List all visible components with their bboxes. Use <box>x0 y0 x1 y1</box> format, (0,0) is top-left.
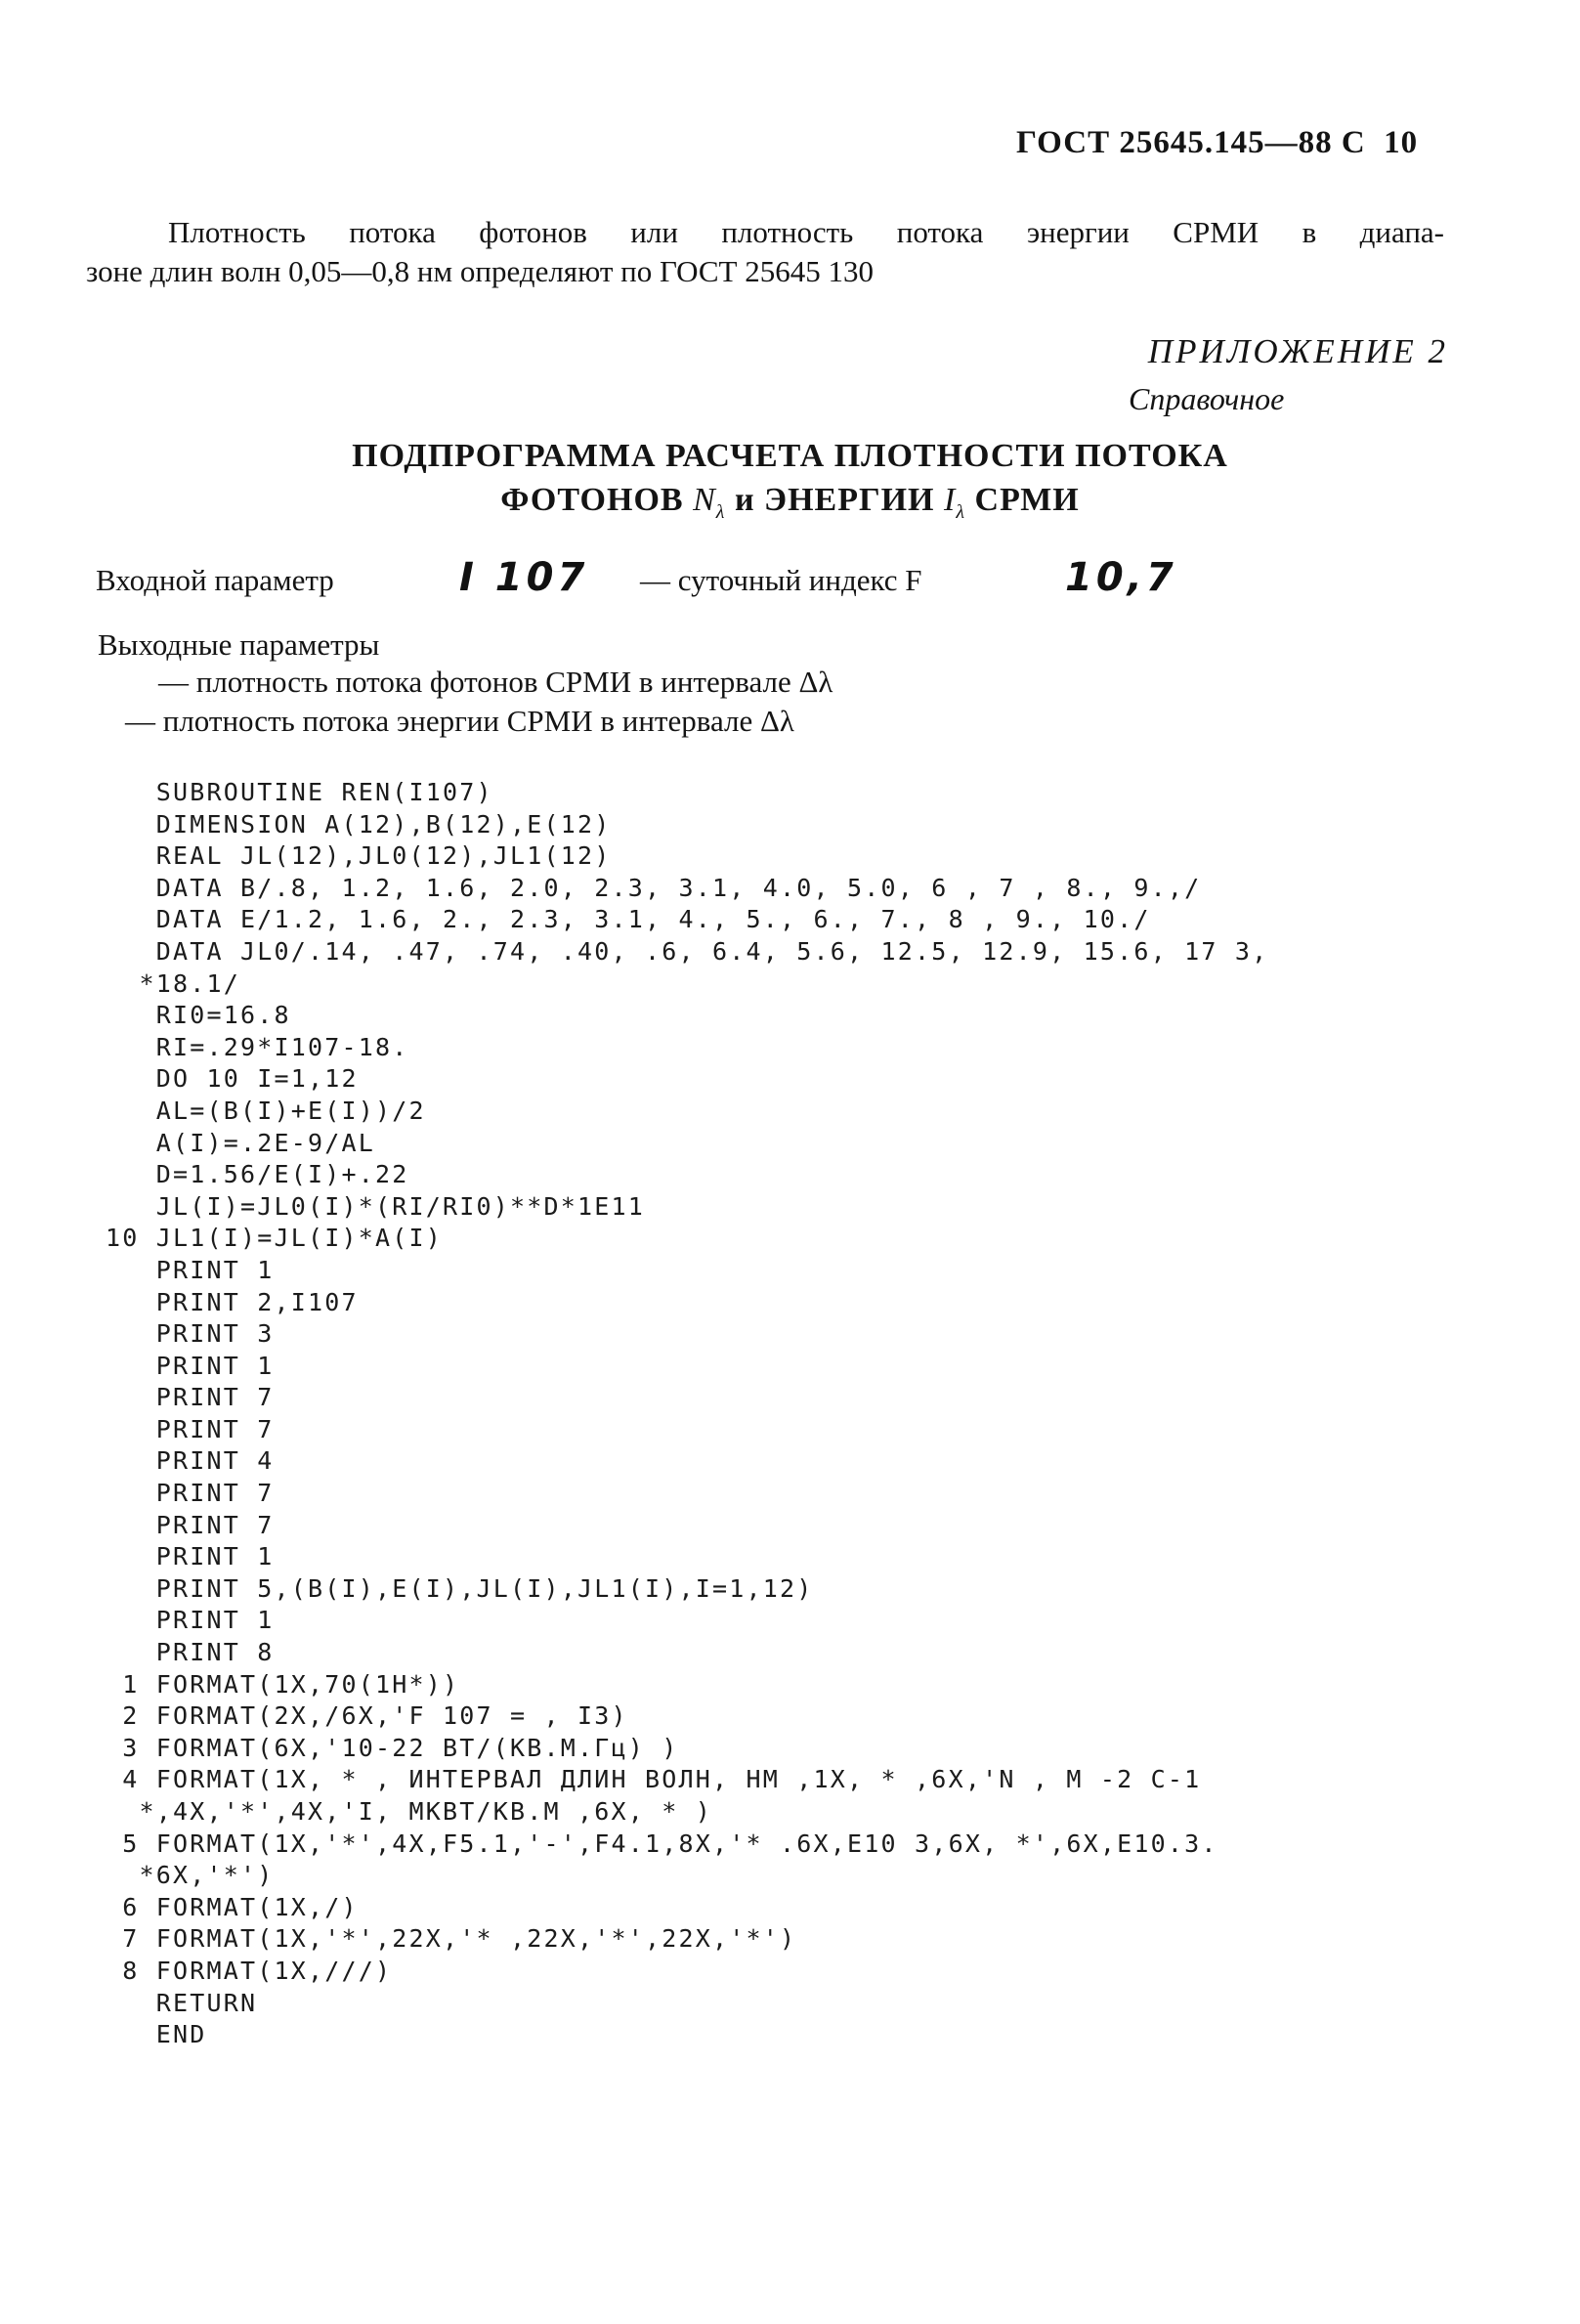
symbol-i: I <box>944 482 957 518</box>
input-param-sample: 10,7 <box>1065 555 1177 600</box>
input-param-desc: — суточный индекс F <box>640 563 922 597</box>
code-line: PRINT 4 <box>106 1446 275 1476</box>
code-line: PRINT 3 <box>106 1319 275 1349</box>
code-line: RETURN <box>106 1988 258 2017</box>
code-line: DATA E/1.2, 1.6, 2., 2.3, 3.1, 4., 5., 6., 7., 8 , 9., 10./ <box>106 905 1151 934</box>
title-part-c: СРМИ <box>965 482 1080 518</box>
code-line: 2 FORMAT(2X,/6X,'F 107 = , I3) <box>106 1701 628 1731</box>
code-line: 7 FORMAT(1X,'*',22X,'* ,22X,'*',22X,'*') <box>106 1924 797 1954</box>
code-line: PRINT 5,(B(I),E(I),JL(I),JL1(I),I=1,12) <box>106 1573 814 1603</box>
code-line: PRINT 1 <box>106 1542 275 1571</box>
code-line: 6 FORMAT(1X,/) <box>106 1892 359 1921</box>
code-line: A(I)=.2E-9/AL <box>106 1128 376 1157</box>
output-param-2: — плотность потока энергии СРМИ в интервале Δλ <box>125 704 794 738</box>
appendix-type: Справочное <box>1129 381 1285 416</box>
input-param-value: I 107 <box>459 555 589 600</box>
code-line: DIMENSION A(12),B(12),E(12) <box>106 809 612 839</box>
code-line: PRINT 2,I107 <box>106 1287 359 1316</box>
code-line: SUBROUTINE REN(I107) <box>106 778 493 806</box>
lambda-subscript-n: λ <box>715 500 726 523</box>
code-line: END <box>106 2020 207 2049</box>
output-param-1: — плотность потока фотонов СРМИ в интервале Δλ <box>158 665 833 699</box>
intro-line-1: Плотность потока фотонов или плотность потока энергии СРМИ в диапа- <box>168 215 1444 249</box>
code-line: *18.1/ <box>106 968 241 998</box>
code-line: 4 FORMAT(1X, * , ИНТЕРВАЛ ДЛИН ВОЛН, НМ ,1X, * ,6X,'N , М -2 С-1 <box>106 1765 1202 1794</box>
code-line: REAL JL(12),JL0(12),JL1(12) <box>106 841 612 871</box>
appendix-label: ПРИЛОЖЕНИЕ 2 <box>1147 332 1448 370</box>
fortran-code-listing <box>106 777 1268 2051</box>
code-line: 5 FORMAT(1X,'*',4X,F5.1,'-',F4.1,8X,'* .6X,E10 3,6X, *',6X,E10.3. <box>106 1829 1218 1858</box>
code-line: *6X,'*') <box>106 1861 275 1890</box>
section-title-line-1: ПОДПРОГРАММА РАСЧЕТА ПЛОТНОСТИ ПОТОКА <box>352 438 1228 474</box>
output-params-label: Выходные параметры <box>98 627 380 662</box>
code-line: PRINT 7 <box>106 1414 275 1443</box>
intro-paragraph <box>86 213 1444 291</box>
code-line: D=1.56/E(I)+.22 <box>106 1160 409 1189</box>
code-line: 3 FORMAT(6X,'10-22 ВТ/(КВ.М.Гц) ) <box>106 1733 679 1762</box>
code-line: PRINT 1 <box>106 1255 275 1284</box>
intro-line-2: зоне длин волн 0,05—0,8 нм определяют по ГОСТ 25645 130 <box>86 254 874 288</box>
code-line: PRINT 1 <box>106 1351 275 1380</box>
code-line: DO 10 I=1,12 <box>106 1064 359 1094</box>
code-line: DATA B/.8, 1.2, 1.6, 2.0, 2.3, 3.1, 4.0, 5.0, 6 , 7 , 8., 9.,/ <box>106 873 1202 902</box>
symbol-n: N <box>693 482 716 518</box>
code-line: *,4X,'*',4X,'I, МКВТ/КВ.М ,6X, * ) <box>106 1797 713 1826</box>
code-line: DATA JL0/.14, .47, .74, .40, .6, 6.4, 5.6, 12.5, 12.9, 15.6, 17 3, <box>106 936 1269 966</box>
lambda-subscript-i: λ <box>956 500 966 523</box>
code-line: 8 FORMAT(1X,///) <box>106 1956 393 1985</box>
title-part-a: ФОТОНОВ <box>500 482 694 518</box>
code-line: PRINT 7 <box>106 1510 275 1539</box>
code-line: 10 JL1(I)=JL(I)*A(I) <box>106 1224 444 1253</box>
input-param-label: Входной параметр <box>96 563 334 597</box>
code-line: PRINT 7 <box>106 1479 275 1508</box>
section-title-line-2 <box>0 482 1580 524</box>
code-line: PRINT 7 <box>106 1383 275 1412</box>
title-part-b: и ЭНЕРГИИ <box>725 482 945 518</box>
code-line: AL=(B(I)+E(I))/2 <box>106 1096 426 1125</box>
code-line: JL(I)=JL0(I)*(RI/RI0)**D*1E11 <box>106 1191 646 1221</box>
code-line: RI0=16.8 <box>106 1001 291 1030</box>
code-line: RI=.29*I107-18. <box>106 1032 409 1061</box>
document-header: ГОСТ 25645.145—88 С 10 <box>1016 125 1419 160</box>
code-line: PRINT 1 <box>106 1606 275 1635</box>
code-line: 1 FORMAT(1X,70(1H*)) <box>106 1669 460 1699</box>
code-line: PRINT 8 <box>106 1638 275 1667</box>
